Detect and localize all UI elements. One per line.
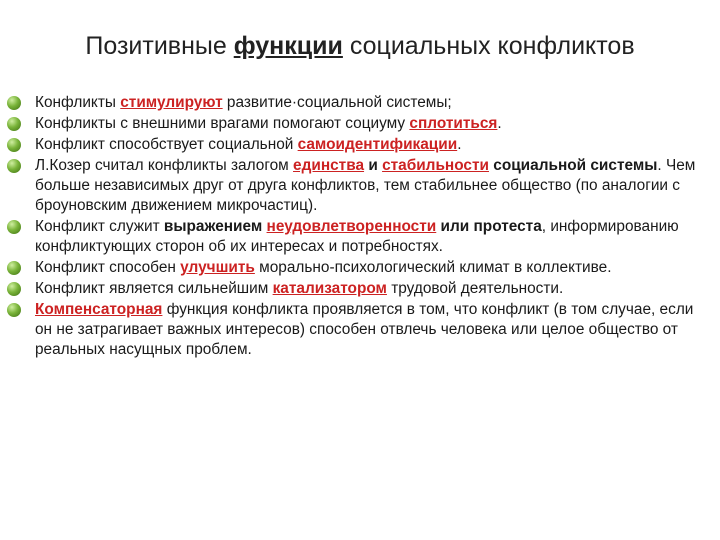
highlighted-term: самоидентификации: [297, 136, 458, 153]
bullet-list: [7, 93, 697, 361]
slide-title: [0, 32, 720, 61]
item-text: функция конфликта проявляется в том, что конфликт (в том случае, если он не затрагивает важных интересов) способен отвлечь человека или целое общество от реальных насущных проблем.: [35, 301, 694, 358]
highlighted-term: Компенсаторная: [35, 301, 163, 318]
bullet-icon: [7, 159, 21, 173]
item-text: Конфликты с внешними врагами помогают социуму: [35, 115, 410, 132]
item-text: Конфликт способствует социальной: [35, 136, 298, 153]
bold-text: социальной системы: [488, 157, 658, 174]
bullet-icon: [7, 282, 21, 296]
item-text: , информированию конфликтующих сторон об их интересах и потребностях.: [35, 218, 679, 255]
bullet-icon: [7, 261, 21, 275]
highlighted-term: неудовлетворенности: [266, 218, 437, 235]
list-item: [7, 93, 697, 113]
item-text: развитие·социальной системы;: [222, 94, 452, 111]
bullet-icon: [7, 117, 21, 131]
bullet-icon: [7, 96, 21, 110]
item-text: Конфликт способен: [35, 259, 181, 276]
item-text: Конфликты: [35, 94, 121, 111]
item-text: . Чем больше независимых друг от друга конфликтов, тем стабильнее общество (по аналогии с броуновским движением микрочастиц).: [35, 157, 696, 214]
highlighted-term: стабильности: [382, 157, 489, 174]
item-text: морально-психологический климат в коллективе.: [254, 259, 612, 276]
item-text: .: [457, 136, 462, 153]
item-text: Конфликт является сильнейшим: [35, 280, 273, 297]
list-item: [7, 217, 697, 257]
list-item: [7, 135, 697, 155]
title-prefix: Позитивные: [85, 32, 234, 60]
highlighted-term: сплотиться: [409, 115, 498, 132]
list-item: [7, 258, 697, 278]
title-suffix: социальных конфликтов: [342, 32, 635, 60]
item-text: Л.Козер считал конфликты залогом: [35, 157, 294, 174]
list-item: [7, 156, 697, 216]
highlighted-term: улучшить: [180, 259, 255, 276]
list-item: [7, 300, 697, 360]
item-text: Конфликт служит: [35, 218, 164, 235]
title-emphasis: функции: [233, 32, 343, 60]
bullet-icon: [7, 220, 21, 234]
bold-text: и: [364, 157, 383, 174]
bold-text: или протеста: [436, 218, 542, 235]
item-text: .: [497, 115, 502, 132]
item-text: трудовой деятельности.: [386, 280, 564, 297]
list-item: [7, 114, 697, 134]
bullet-icon: [7, 303, 21, 317]
bullet-icon: [7, 138, 21, 152]
list-item: [7, 279, 697, 299]
highlighted-term: единства: [293, 157, 365, 174]
bold-text: выражением: [163, 218, 263, 235]
highlighted-term: стимулируют: [120, 94, 223, 111]
highlighted-term: катализатором: [272, 280, 387, 297]
